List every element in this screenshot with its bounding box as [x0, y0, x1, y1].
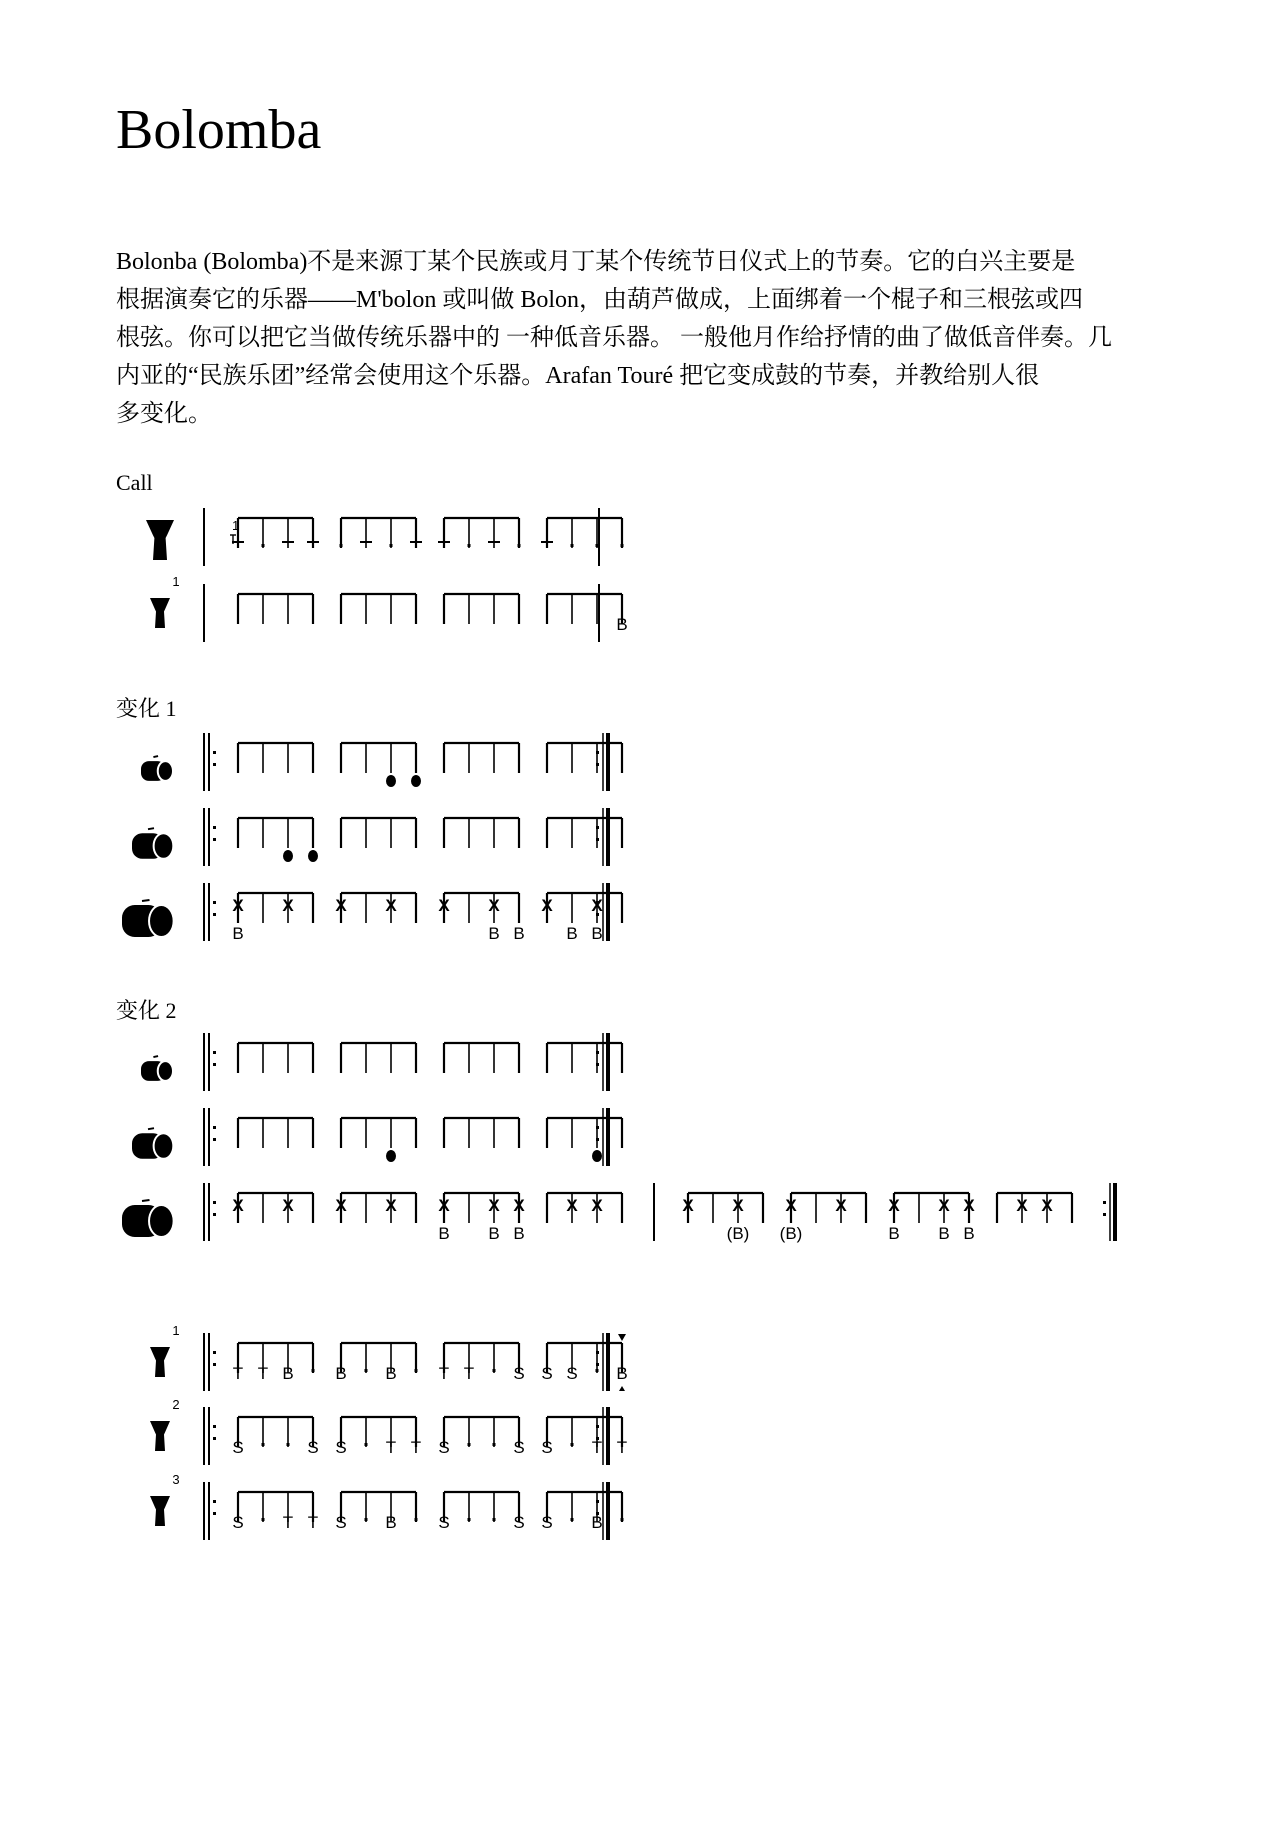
rest-dot [518, 544, 521, 547]
bell-stroke-x: X [385, 896, 397, 915]
bell-stroke-x: X [438, 1196, 450, 1215]
stroke-label: (B) [726, 1224, 750, 1243]
beat-group [541, 1417, 627, 1457]
stroke-label: T [307, 1513, 319, 1532]
bell-stroke-x: X [963, 1196, 975, 1215]
section-label-variation-2: 变化 2 [116, 998, 177, 1023]
drum-stroke-dot [308, 850, 318, 862]
notation-row-djembe [150, 1397, 627, 1465]
beat-group [541, 1343, 627, 1383]
beat-group [341, 594, 416, 624]
beat-group [444, 818, 519, 848]
bell-stroke-x: X [1016, 1196, 1028, 1215]
stroke-label: S [438, 1513, 450, 1532]
stroke-label: B [282, 1364, 294, 1383]
beat-group [335, 1417, 421, 1457]
beat-group [547, 594, 628, 634]
repeat-dot [213, 1500, 216, 1503]
stroke-label: S [335, 1438, 347, 1457]
bell-stroke-x: X [591, 1196, 603, 1215]
notation-row-kenkeni [141, 733, 622, 791]
stroke-label: T [282, 1513, 294, 1532]
drum-head [158, 1061, 173, 1081]
stroke-label: B [385, 1513, 397, 1532]
repeat-end-bar [606, 733, 610, 791]
rest-dot [287, 1443, 290, 1446]
stroke-label: T [410, 1438, 422, 1457]
repeat-dot [213, 913, 216, 916]
stroke-label: B [335, 1364, 347, 1383]
repeat-dot [213, 1126, 216, 1129]
rest-dot [493, 1443, 496, 1446]
beat-group [780, 1193, 866, 1243]
rest-dot [596, 544, 599, 547]
section-label-variation-1: 变化 1 [116, 696, 177, 721]
stroke-label: S [513, 1364, 525, 1383]
rest-dot [468, 1518, 471, 1521]
repeat-end-bar [606, 1333, 610, 1391]
stroke-label: S [513, 1438, 525, 1457]
stroke-label: T [385, 1438, 397, 1457]
stroke-label: B [513, 924, 525, 943]
kenkeni-icon [141, 1056, 173, 1081]
repeat-dot [213, 826, 216, 829]
drum-head [149, 905, 174, 937]
rest-dot [493, 1518, 496, 1521]
stroke-label: T [616, 1438, 628, 1457]
bell-stroke-x: X [938, 1196, 950, 1215]
repeat-dot [213, 901, 216, 904]
beat-group [341, 1118, 416, 1162]
djembe-icon [150, 598, 170, 628]
djembe-shape [150, 1496, 170, 1526]
repeat-dot [213, 1363, 216, 1366]
rest-dot [493, 1369, 496, 1372]
stroke-label: T [591, 1438, 603, 1457]
rest-dot [365, 1369, 368, 1372]
stroke-label: T [232, 1364, 244, 1383]
repeat-dot [213, 763, 216, 766]
drum-stick [148, 828, 154, 829]
accent-arrow-icon [619, 1386, 625, 1391]
djembe-shape [150, 1347, 170, 1377]
bell-stroke-x: X [282, 896, 294, 915]
stroke-label: T [257, 1364, 269, 1383]
beat-group [238, 1118, 313, 1148]
beat-group [444, 1118, 519, 1148]
bell-stroke-x: X [835, 1196, 847, 1215]
first-beat-marker: 1 [232, 518, 240, 533]
beat-group [238, 743, 313, 773]
beat-group [233, 1343, 315, 1383]
stroke-label: T [438, 1364, 450, 1383]
notation-row-djembe-small [150, 574, 628, 642]
djembe-shape [150, 598, 170, 628]
notation-row-djembe [150, 1472, 624, 1540]
repeat-dot [213, 1351, 216, 1354]
beat-group [335, 1193, 416, 1223]
drum-head [154, 833, 174, 859]
rest-dot [312, 1369, 315, 1372]
dundunba-icon [122, 900, 174, 937]
rest-dot [262, 544, 265, 547]
bell-stroke-x: X [541, 896, 553, 915]
stroke-label: (B) [779, 1224, 803, 1243]
beat-group [541, 1492, 623, 1532]
stroke-label: S [335, 1513, 347, 1532]
drum-stick [153, 756, 158, 757]
drum-stroke-dot [386, 1150, 396, 1162]
repeat-end-bar [1113, 1183, 1117, 1241]
section-label-call: Call [116, 470, 153, 495]
beat-group [682, 1193, 763, 1243]
repeat-dot [213, 1063, 216, 1066]
bell-stroke-x: X [438, 896, 450, 915]
repeat-dot [213, 751, 216, 754]
notation-row-dundunba [122, 1183, 1117, 1243]
rest-dot [596, 1369, 599, 1372]
repeat-end-bar [606, 808, 610, 866]
repeat-dot [213, 1138, 216, 1141]
kenkeni-icon [141, 756, 173, 781]
intro-line: 根据演奏它的乐器——M'bolon 或叫做 Bolon，由葫芦做成，上面绑着一个棍子和三根弦或四 [116, 287, 1084, 313]
stroke-label: S [513, 1513, 525, 1532]
part-number-label: 1 [172, 574, 180, 589]
drum-stick [142, 1200, 150, 1201]
beat-group [340, 518, 423, 548]
stroke-label: S [566, 1364, 578, 1383]
beat-group [444, 743, 519, 773]
repeat-dot [213, 1051, 216, 1054]
beat-group [444, 594, 519, 624]
beat-group [444, 1043, 519, 1073]
stroke-label: B [591, 1513, 603, 1532]
beat-group [547, 743, 622, 773]
accent-arrow-icon [618, 1334, 626, 1341]
page-title: Bolomba [116, 99, 322, 161]
repeat-dot [213, 838, 216, 841]
rest-dot [621, 1518, 624, 1521]
beat-group [547, 1193, 622, 1223]
stroke-label: S [438, 1438, 450, 1457]
bell-stroke-x: X [282, 1196, 294, 1215]
repeat-dot [1103, 1201, 1106, 1204]
rest-dot [415, 1518, 418, 1521]
bell-stroke-x: X [488, 1196, 500, 1215]
bell-stroke-x: X [232, 896, 244, 915]
bell-stroke-x: X [232, 1196, 244, 1215]
dundunba-icon [122, 1200, 174, 1237]
stroke-label: B [616, 615, 628, 634]
notation-row-sangban [132, 808, 622, 866]
stroke-label: T [463, 1364, 475, 1383]
bell-stroke-x: X [513, 1196, 525, 1215]
notation-row-sangban [132, 1108, 622, 1166]
stroke-label: S [541, 1513, 553, 1532]
rest-dot [262, 1443, 265, 1446]
bell-stroke-x: X [682, 1196, 694, 1215]
sangban-icon [132, 1128, 173, 1159]
repeat-end-bar [606, 1482, 610, 1540]
stroke-label: S [307, 1438, 319, 1457]
stroke-label: B [488, 924, 500, 943]
djembe-icon [150, 1421, 170, 1451]
beat-group [547, 818, 622, 848]
notation-row-dundunba [122, 883, 622, 943]
repeat-dot [1103, 1213, 1106, 1216]
rest-dot [390, 544, 393, 547]
stroke-label: S [232, 1513, 244, 1532]
bell-stroke-x: X [335, 896, 347, 915]
beat-group [547, 1118, 622, 1162]
beat-group [238, 818, 318, 862]
part-number-label: 2 [172, 1397, 180, 1412]
beat-group [438, 1417, 524, 1457]
beat-group [341, 1043, 416, 1073]
drum-stick [148, 1128, 154, 1129]
beat-group [997, 1193, 1072, 1223]
part-number-label: 3 [172, 1472, 180, 1487]
rest-dot [571, 1518, 574, 1521]
bell-stroke-x: X [385, 1196, 397, 1215]
bell-stroke-x: X [566, 1196, 578, 1215]
repeat-dot [213, 1512, 216, 1515]
repeat-end-bar [606, 1407, 610, 1465]
stroke-label: B [513, 1224, 525, 1243]
stroke-label: B [616, 1364, 628, 1383]
bell-stroke-x: X [488, 896, 500, 915]
beat-group [232, 893, 313, 943]
bell-stroke-x: X [888, 1196, 900, 1215]
bell-stroke-x: X [591, 896, 603, 915]
stroke-label: S [541, 1438, 553, 1457]
repeat-end-bar [606, 883, 610, 941]
beat-group [335, 1343, 417, 1383]
bell-stroke-x: X [335, 1196, 347, 1215]
bell-stroke-x: X [1041, 1196, 1053, 1215]
beat-group [232, 1492, 318, 1532]
drum-head [154, 1133, 174, 1159]
beat-group [547, 1043, 622, 1073]
djembe-shape [146, 520, 174, 560]
repeat-dot [213, 1425, 216, 1428]
stroke-label: B [385, 1364, 397, 1383]
rest-dot [365, 1443, 368, 1446]
beat-group [232, 1193, 313, 1223]
drum-stroke-dot [386, 775, 396, 787]
drum-stick [153, 1056, 158, 1057]
beat-group [335, 893, 416, 923]
rest-dot [468, 544, 471, 547]
djembe-shape [150, 1421, 170, 1451]
stroke-label: B [888, 1224, 900, 1243]
beat-group [341, 818, 416, 848]
stroke-label: B [963, 1224, 975, 1243]
intro-line: 内亚的“民族乐团”经常会使用这个乐器。Arafan Touré 把它变成鼓的节奏，并教给别人很 [116, 363, 1040, 389]
rest-dot [571, 1443, 574, 1446]
repeat-dot [213, 1201, 216, 1204]
djembe-icon [150, 1496, 170, 1526]
stroke-label: B [938, 1224, 950, 1243]
stroke-label: B [591, 924, 603, 943]
intro-line: Bolonba (Bolomba)不是来源丁某个民族或月丁某个传统节日仪式上的节奏。它的白兴主要是 [116, 249, 1076, 275]
repeat-end-bar [606, 1108, 610, 1166]
drum-stroke-dot [411, 775, 421, 787]
beat-group [232, 1417, 318, 1457]
rest-dot [571, 544, 574, 547]
stroke-label: S [232, 1438, 244, 1457]
rest-dot [262, 1518, 265, 1521]
rest-dot [340, 544, 343, 547]
notation-row-kenkeni [141, 1033, 622, 1091]
beat-group [341, 743, 421, 787]
rest-dot [365, 1518, 368, 1521]
stroke-label: B [438, 1224, 450, 1243]
part-number-label: 1 [172, 1323, 180, 1338]
notation-row-djembe [150, 1323, 628, 1391]
repeat-dot [213, 1213, 216, 1216]
drum-stick [142, 900, 150, 901]
beat-group [335, 1492, 417, 1532]
stroke-label: S [541, 1364, 553, 1383]
bell-stroke-x: X [732, 1196, 744, 1215]
beat-group [888, 1193, 975, 1243]
drum-stroke-dot [592, 1150, 602, 1162]
repeat-dot [213, 1437, 216, 1440]
beat-group [439, 1343, 525, 1383]
beat-group [232, 518, 319, 548]
beat-group [238, 594, 313, 624]
rest-dot [468, 1443, 471, 1446]
drum-stroke-dot [283, 850, 293, 862]
beat-group [438, 1193, 525, 1243]
rest-dot [415, 1369, 418, 1372]
beat-group [438, 1492, 524, 1532]
intro-line: 多变化。 [116, 401, 212, 427]
stroke-label: B [566, 924, 578, 943]
beat-group [438, 893, 524, 943]
beat-group [541, 518, 624, 548]
stroke-label: B [232, 924, 244, 943]
drum-head [158, 761, 173, 781]
drum-head [149, 1205, 174, 1237]
bell-stroke-x: X [785, 1196, 797, 1215]
notation-row-djembe-large [146, 508, 624, 566]
sangban-icon [132, 828, 173, 859]
beat-group [438, 518, 521, 548]
djembe-icon [146, 520, 174, 560]
repeat-end-bar [606, 1033, 610, 1091]
beat-group [238, 1043, 313, 1073]
stroke-label: B [488, 1224, 500, 1243]
intro-line: 根弦。你可以把它当做传统乐器中的 一种低音乐器。 一般他月作给抒情的曲了做低音伴奏。几 [116, 325, 1112, 351]
djembe-icon [150, 1347, 170, 1377]
rest-dot [621, 544, 624, 547]
